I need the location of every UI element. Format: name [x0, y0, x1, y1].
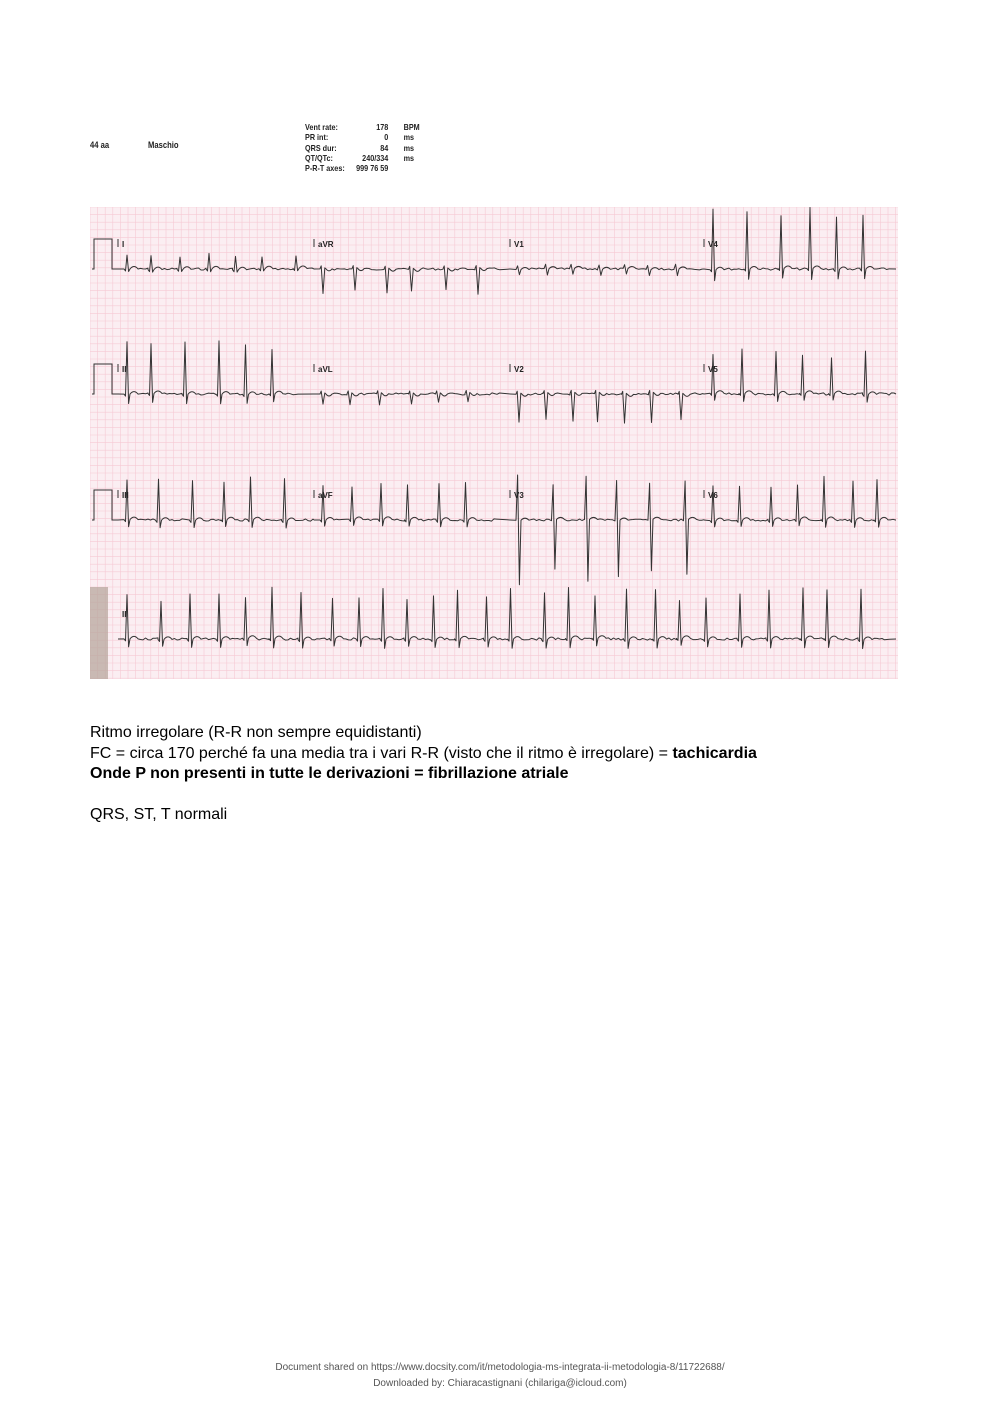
lead-label: V6 — [708, 491, 718, 500]
lead-label: II — [122, 610, 127, 619]
measurement-row — [305, 143, 424, 153]
measurement-value: 240/334 — [362, 152, 389, 163]
measurement-value: 0 — [384, 132, 389, 143]
lead-label: I — [122, 240, 125, 249]
note-qrs-st-t: QRS, ST, T normali — [90, 806, 228, 823]
measurement-label: QT/QTc: — [305, 152, 333, 163]
lead-label: V1 — [514, 240, 524, 249]
lead-label: II — [122, 365, 127, 374]
measurement-value: 84 — [380, 142, 389, 153]
note-heart-rate-text: FC = circa 170 perché fa una media tra i vari R-R (visto che il ritmo è irregolare) = — [90, 744, 673, 762]
measurement-unit: ms — [403, 132, 415, 143]
patient-sex: Maschio — [148, 140, 179, 150]
footer-downloaded-by: Downloaded by: Chiaracastignani (chilariga@icloud.com) — [373, 1378, 627, 1389]
lead-label: V4 — [708, 240, 718, 249]
ecg-tracing — [90, 207, 898, 679]
note-rhythm: Ritmo irregolare (R-R non sempre equidistanti) — [90, 724, 422, 741]
measurement-row — [305, 163, 424, 173]
lead-label: III — [122, 491, 129, 500]
patient-age: 44 aa — [90, 140, 110, 150]
note-heart-rate — [90, 744, 910, 765]
note-p-waves-text: Onde P non presenti in tutte le derivazioni = fibrillazione atriale — [90, 765, 569, 782]
note-p-waves — [90, 764, 910, 785]
measurement-value: 178 — [376, 122, 389, 132]
measurement-unit: BPM — [403, 122, 420, 132]
lead-label: V5 — [708, 365, 718, 374]
measurement-row — [305, 153, 424, 163]
lead-label: aVR — [318, 240, 334, 249]
measurement-row — [305, 122, 424, 132]
measurement-row — [305, 132, 424, 142]
note-heart-rate-conclusion: tachicardia — [672, 744, 757, 762]
measurement-label: PR int: — [305, 132, 329, 143]
lead-label: aVL — [318, 365, 333, 374]
notes-spacer — [90, 785, 910, 806]
photo-edge-shadow — [90, 587, 108, 679]
measurement-value: 999 76 59 — [356, 163, 389, 174]
interpretation-notes — [90, 723, 910, 826]
measurement-unit: ms — [403, 152, 415, 163]
lead-label: V2 — [514, 365, 524, 374]
measurement-label: Vent rate: — [305, 122, 338, 132]
measurement-label: P-R-T axes: — [305, 163, 345, 174]
measurement-unit: ms — [403, 142, 415, 153]
footer-shared-link: Document shared on https://www.docsity.com/it/metodologia-ms-integrata-ii-metodologia-8/11722688/ — [275, 1362, 725, 1373]
lead-label: aVF — [318, 491, 333, 500]
measurements-table — [305, 122, 424, 173]
ecg-paper — [90, 207, 898, 679]
ecg-paper-background — [90, 207, 898, 679]
lead-label: V3 — [514, 491, 524, 500]
measurement-label: QRS dur: — [305, 142, 337, 153]
